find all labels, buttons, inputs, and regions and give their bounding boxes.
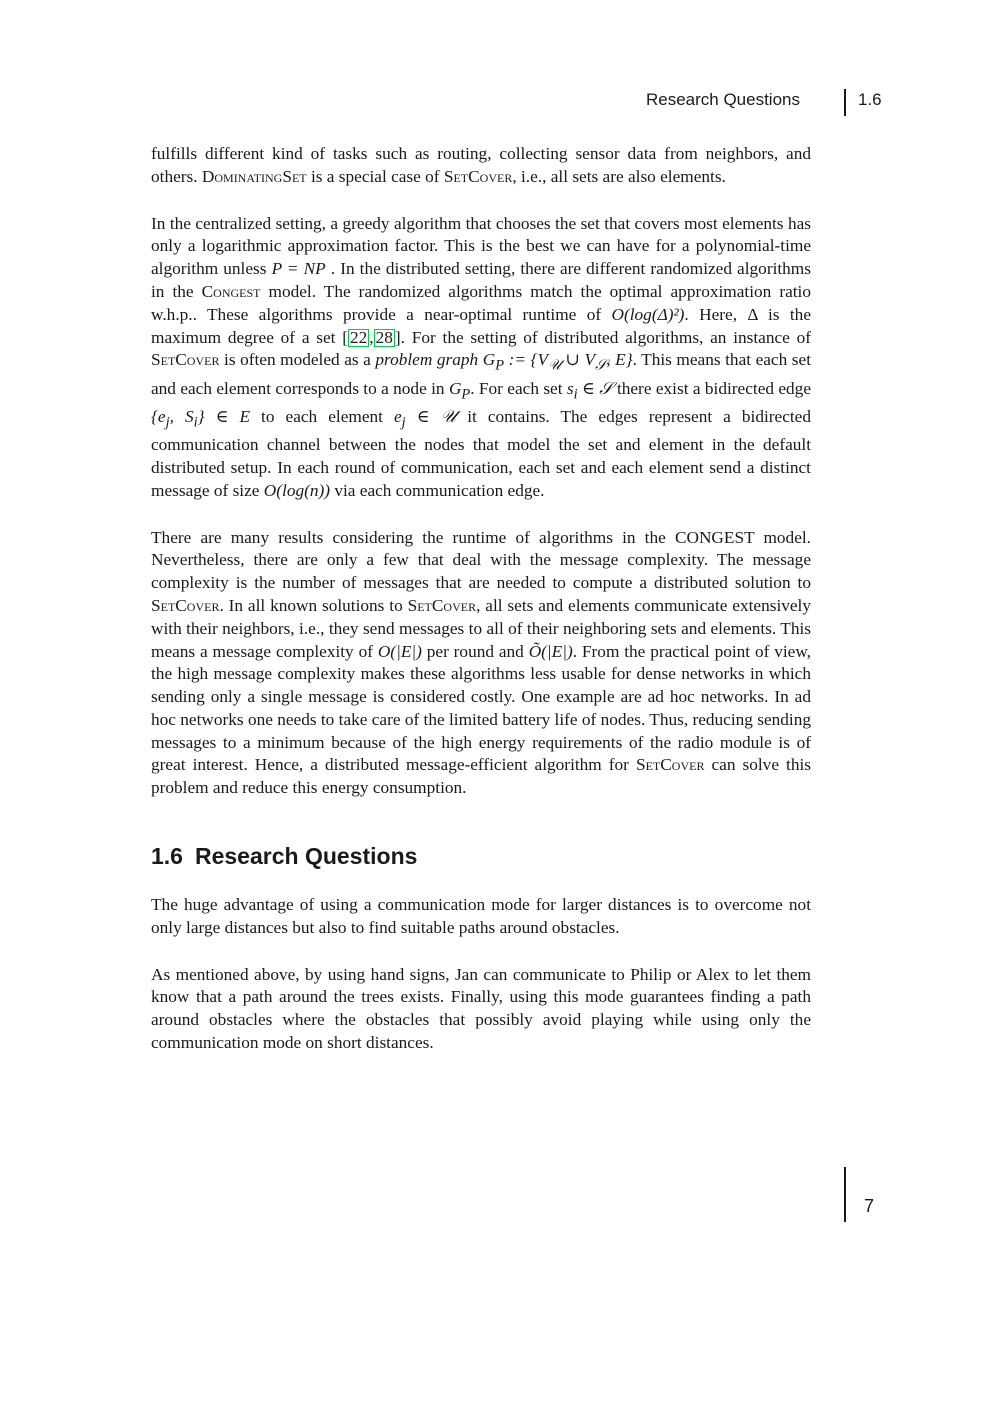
math-expression: P = NP [271,259,326,279]
math-subscript: P [461,386,471,403]
text-run: . From the practical point of view, the high message complexity makes these algorithms less usable for dense networks in which sending only a single message is considered costly. One example are ad hoc networks. In ad hoc networks one needs to take care of the limited battery life of nodes. Thus, reducing sending messages to a minimum because of the high energy requirements of the radio module is of great interest. Hence, a distributed message-efficient algorithm for [151,641,812,775]
math-part: , E} [606,350,633,370]
text-run: There are many results considering the runtime of algorithms in the CONGEST model. Nevertheless, there are only a few that deal with the message complexity. The message complexity is the number of messages that are needed to compute a distributed solution to [151,527,811,593]
running-head-rule [844,89,846,116]
text-run: . In all known solutions to [219,595,408,615]
math-part: ∈ 𝒮 [577,378,613,398]
math-subscript: i [193,414,198,431]
math-subscript: j [401,414,406,431]
citation-link[interactable]: 22 [350,327,368,347]
text-run: per round and [421,641,529,661]
math-subscript: j [165,414,170,431]
text-run: . For the setting of distributed algorithms, an instance of [400,327,811,347]
math-part: } ∈ E [197,406,250,426]
section-number: 1.6 [151,843,183,870]
running-head [600,90,890,116]
problem-name: DominatingSet [201,166,307,186]
text-run: . This means that each set and each element corresponds to a node in [151,350,811,398]
text-run: is a special case of [306,166,444,186]
text-run: via each communication edge. [330,480,545,500]
model-name: Congest [201,281,261,301]
citation-group: [ 22 , 28 ] [342,327,401,347]
paragraph-hand-signs: As mentioned above, by using hand signs, Jan can communicate to Philip or Alex to let them know that a path around the trees exists. Finally, using this mode guarantees finding a path around obstacles where the obstacles that possibly avoid playing while using only the communication mode on short distances. [151,964,811,1053]
math-expression [448,378,471,403]
text-run: fulfills different kind of tasks such as routing, collecting sensor data from neighbors, and others. [151,144,811,186]
footer-rule [844,1167,846,1222]
paragraph-setcover-intro [151,143,811,189]
text-run: can solve this problem and reduce this energy consumption. [151,755,812,798]
math-expression: O(log(n)) [263,480,331,500]
citation-link[interactable]: 28 [375,327,393,347]
text-run: , all sets and elements communicate extensively with their neighbors, i.e., they send messages to all of their neighboring sets and elements. This means a message complexity of [151,595,811,661]
math-part: s [566,378,574,398]
math-part: := {V [504,350,548,370]
math-part: e [394,406,402,426]
text-run: to each element [250,406,394,426]
math-expression: O(|E|) [377,641,422,661]
text-run: . In the distributed setting, there are different randomized algorithms in the [151,259,811,301]
paragraph-distributed-setting [151,213,811,503]
math-part: {e [151,406,166,426]
math-subscript: P [495,357,505,374]
math-part: ∈ 𝒰 [405,406,457,426]
problem-name: SetCover [635,755,705,775]
text-run: . For each set [470,378,567,398]
problem-name: SetCover [407,595,477,615]
problem-name: SetCover [443,166,513,186]
paragraph-communication-mode: The huge advantage of using a communication mode for larger distances is to overcome not only large distances but also to find suitable paths around obstacles. [151,895,811,937]
math-expression [151,406,250,431]
paragraph-message-complexity [151,527,811,801]
math-subscript: 𝒮 [595,357,607,374]
emphasized-term: problem graph [375,350,479,370]
math-expression [394,406,457,431]
math-expression: O(log(Δ)²) [611,304,685,324]
text-run: In the centralized setting, a greedy algorithm that chooses the set that covers most elements has only a logarithmic approximation factor. This is the best we can have for a polynomial-time algorithm unless [151,213,811,279]
problem-name: SetCover [151,595,220,615]
math-subscript: i [573,386,578,403]
section-title: Research Questions [194,843,418,870]
math-subscript: 𝒰 [548,357,561,374]
problem-name: SetCover [151,350,220,370]
running-head-section-number: 1.6 [858,90,882,109]
text-run: is often modeled as a [219,350,376,370]
math-part: ∪ V [560,350,596,370]
math-part: G [448,378,462,398]
running-head-title: Research Questions [645,90,800,109]
text-run: there exist a bidirected edge [612,378,811,398]
text-run: , i.e., all sets are also elements. [512,166,726,186]
math-part: G [478,350,496,370]
math-part: , S [169,406,194,426]
text-run: it contains. The edges represent a bidirected communication channel between the nodes that model the set and element in the default distributed setup. In each round of communication, each set and each element send a distinct message of size [151,406,811,500]
body-text [151,143,811,1079]
section-heading [151,842,811,870]
math-expression: Õ(|E|) [528,641,573,661]
page-number: 7 [864,1196,875,1216]
math-expression [478,350,633,374]
math-expression [566,378,613,403]
text-run: model. The randomized algorithms match the optimal approximation ratio w.h.p.. These algorithms provide a near-optimal runtime of [151,281,811,324]
text-run: . Here, Δ is the maximum degree of a set [151,304,811,347]
